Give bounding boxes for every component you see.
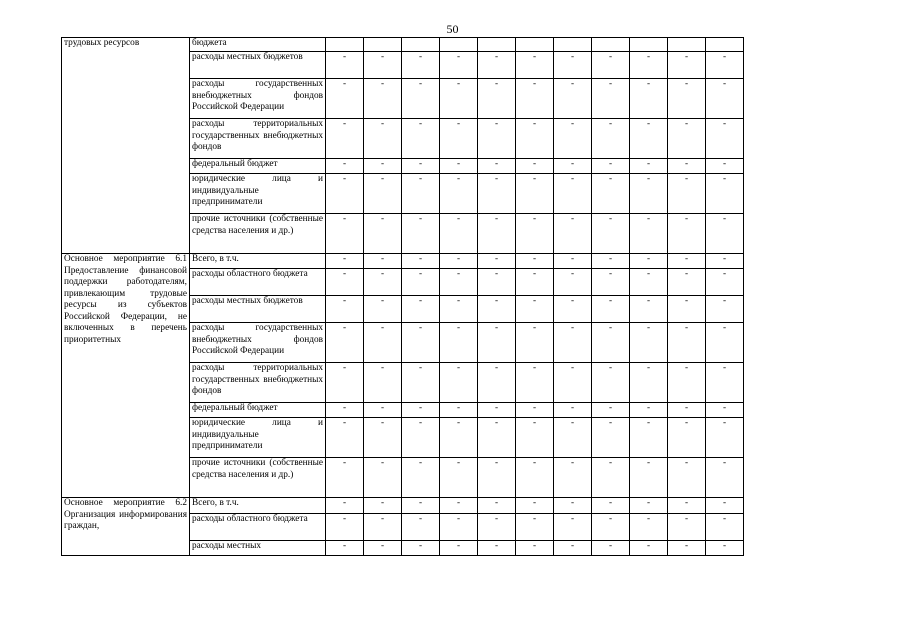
value-cell: -: [364, 269, 402, 296]
funding-source-cell: бюджета: [190, 38, 326, 52]
value-cell: -: [440, 363, 478, 403]
value-cell: -: [706, 323, 744, 363]
value-cell: -: [402, 52, 440, 79]
value-cell: -: [668, 458, 706, 498]
activity-description-cell: трудовых ресурсов: [62, 38, 190, 254]
value-cell: -: [364, 119, 402, 159]
value-cell: -: [592, 498, 630, 514]
value-cell: -: [402, 323, 440, 363]
value-cell: -: [706, 458, 744, 498]
value-cell: -: [402, 296, 440, 323]
value-cell: -: [554, 52, 592, 79]
value-cell: -: [554, 254, 592, 269]
value-cell: -: [326, 269, 364, 296]
value-cell: -: [630, 174, 668, 214]
value-cell: -: [706, 159, 744, 174]
value-cell: -: [402, 79, 440, 119]
value-cell: -: [478, 541, 516, 556]
value-cell: -: [440, 214, 478, 254]
value-cell: -: [516, 323, 554, 363]
value-cell: -: [668, 119, 706, 159]
value-cell: -: [630, 541, 668, 556]
value-cell: -: [478, 214, 516, 254]
value-cell: -: [478, 418, 516, 458]
value-cell: -: [554, 159, 592, 174]
funding-source-cell: прочие источники (собственные средства населения и др.): [190, 458, 326, 498]
value-cell: -: [364, 403, 402, 418]
value-cell: -: [402, 418, 440, 458]
value-cell: -: [592, 418, 630, 458]
value-cell: -: [364, 52, 402, 79]
value-cell: -: [554, 119, 592, 159]
value-cell: -: [592, 254, 630, 269]
value-cell: -: [326, 119, 364, 159]
value-cell: -: [592, 269, 630, 296]
value-cell: -: [326, 159, 364, 174]
value-cell: -: [516, 254, 554, 269]
value-cell: -: [326, 541, 364, 556]
value-cell: -: [516, 458, 554, 498]
value-cell: [630, 38, 668, 52]
value-cell: -: [706, 119, 744, 159]
value-cell: -: [326, 296, 364, 323]
value-cell: -: [706, 254, 744, 269]
value-cell: -: [630, 363, 668, 403]
value-cell: -: [706, 498, 744, 514]
funding-source-cell: расходы местных бюджетов: [190, 52, 326, 79]
value-cell: -: [326, 214, 364, 254]
value-cell: [440, 38, 478, 52]
value-cell: -: [592, 403, 630, 418]
value-cell: -: [668, 254, 706, 269]
funding-source-cell: юридические лица и индивидуальные предприниматели: [190, 174, 326, 214]
value-cell: -: [516, 296, 554, 323]
value-cell: -: [630, 403, 668, 418]
value-cell: -: [630, 79, 668, 119]
value-cell: -: [326, 254, 364, 269]
value-cell: -: [326, 514, 364, 541]
value-cell: -: [326, 403, 364, 418]
value-cell: -: [706, 214, 744, 254]
value-cell: -: [668, 498, 706, 514]
value-cell: -: [326, 458, 364, 498]
table-row: [62, 254, 744, 269]
value-cell: -: [630, 214, 668, 254]
value-cell: -: [478, 498, 516, 514]
value-cell: -: [516, 52, 554, 79]
value-cell: -: [440, 159, 478, 174]
value-cell: -: [554, 323, 592, 363]
value-cell: -: [668, 52, 706, 79]
value-cell: -: [440, 498, 478, 514]
value-cell: -: [516, 159, 554, 174]
value-cell: -: [516, 363, 554, 403]
value-cell: -: [440, 119, 478, 159]
value-cell: -: [516, 403, 554, 418]
value-cell: -: [440, 323, 478, 363]
value-cell: -: [402, 174, 440, 214]
value-cell: -: [326, 363, 364, 403]
value-cell: -: [592, 363, 630, 403]
funding-source-cell: расходы государственных внебюджетных фондов Российской Федерации: [190, 323, 326, 363]
value-cell: [402, 38, 440, 52]
value-cell: -: [478, 296, 516, 323]
value-cell: -: [440, 418, 478, 458]
value-cell: -: [706, 79, 744, 119]
funding-source-cell: расходы местных бюджетов: [190, 296, 326, 323]
value-cell: -: [440, 52, 478, 79]
value-cell: -: [592, 541, 630, 556]
value-cell: -: [402, 403, 440, 418]
value-cell: -: [440, 269, 478, 296]
value-cell: [706, 38, 744, 52]
value-cell: -: [440, 514, 478, 541]
value-cell: -: [668, 418, 706, 458]
value-cell: -: [440, 174, 478, 214]
value-cell: -: [630, 498, 668, 514]
value-cell: -: [326, 79, 364, 119]
value-cell: -: [668, 79, 706, 119]
value-cell: -: [554, 214, 592, 254]
value-cell: -: [516, 119, 554, 159]
value-cell: -: [554, 296, 592, 323]
activity-description-cell: Основное мероприятие 6.2 Организация информирования граждан,: [62, 498, 190, 556]
budget-table: [61, 37, 744, 556]
value-cell: -: [440, 403, 478, 418]
value-cell: [592, 38, 630, 52]
value-cell: -: [554, 174, 592, 214]
page-number: 50: [446, 22, 459, 36]
value-cell: -: [516, 79, 554, 119]
value-cell: -: [554, 514, 592, 541]
value-cell: -: [478, 323, 516, 363]
value-cell: -: [516, 214, 554, 254]
activity-description-cell: Основное мероприятие 6.1 Предоставление финансовой поддержки работодателям, привлекающим трудовые ресурсы из субъектов Российской Федерации, не включенных в перечень приоритетных: [62, 254, 190, 498]
value-cell: -: [668, 296, 706, 323]
funding-source-cell: расходы территориальных государственных внебюджетных фондов: [190, 119, 326, 159]
value-cell: -: [478, 403, 516, 418]
value-cell: -: [630, 254, 668, 269]
value-cell: -: [592, 159, 630, 174]
value-cell: -: [402, 159, 440, 174]
funding-source-cell: расходы государственных внебюджетных фондов Российской Федерации: [190, 79, 326, 119]
value-cell: -: [668, 269, 706, 296]
value-cell: -: [402, 498, 440, 514]
value-cell: -: [364, 514, 402, 541]
value-cell: -: [402, 363, 440, 403]
value-cell: -: [668, 363, 706, 403]
funding-source-cell: расходы территориальных государственных внебюджетных фондов: [190, 363, 326, 403]
value-cell: -: [706, 514, 744, 541]
value-cell: -: [668, 323, 706, 363]
value-cell: -: [326, 52, 364, 79]
value-cell: -: [402, 254, 440, 269]
value-cell: -: [630, 159, 668, 174]
value-cell: -: [402, 458, 440, 498]
value-cell: -: [364, 323, 402, 363]
value-cell: -: [668, 174, 706, 214]
value-cell: -: [364, 214, 402, 254]
value-cell: [668, 38, 706, 52]
value-cell: -: [592, 458, 630, 498]
value-cell: -: [478, 363, 516, 403]
value-cell: -: [364, 458, 402, 498]
value-cell: -: [630, 296, 668, 323]
value-cell: [516, 38, 554, 52]
value-cell: -: [516, 418, 554, 458]
value-cell: -: [516, 498, 554, 514]
value-cell: -: [554, 269, 592, 296]
value-cell: -: [706, 403, 744, 418]
value-cell: [364, 38, 402, 52]
value-cell: -: [402, 541, 440, 556]
funding-source-cell: прочие источники (собственные средства населения и др.): [190, 214, 326, 254]
value-cell: -: [592, 214, 630, 254]
value-cell: -: [630, 418, 668, 458]
value-cell: -: [326, 323, 364, 363]
value-cell: -: [630, 119, 668, 159]
value-cell: -: [326, 174, 364, 214]
value-cell: -: [478, 52, 516, 79]
value-cell: -: [364, 174, 402, 214]
value-cell: -: [364, 296, 402, 323]
value-cell: -: [668, 514, 706, 541]
value-cell: -: [402, 514, 440, 541]
value-cell: -: [668, 214, 706, 254]
value-cell: -: [554, 418, 592, 458]
value-cell: -: [554, 403, 592, 418]
table-row: [62, 38, 744, 52]
value-cell: -: [326, 498, 364, 514]
value-cell: -: [592, 79, 630, 119]
value-cell: -: [554, 541, 592, 556]
value-cell: -: [516, 541, 554, 556]
value-cell: -: [706, 363, 744, 403]
funding-source-cell: юридические лица и индивидуальные предприниматели: [190, 418, 326, 458]
value-cell: -: [554, 363, 592, 403]
value-cell: -: [440, 254, 478, 269]
value-cell: [326, 38, 364, 52]
value-cell: -: [478, 174, 516, 214]
value-cell: -: [668, 403, 706, 418]
value-cell: -: [668, 159, 706, 174]
value-cell: -: [364, 254, 402, 269]
value-cell: -: [630, 269, 668, 296]
table-body: [62, 38, 744, 556]
value-cell: [478, 38, 516, 52]
value-cell: -: [592, 296, 630, 323]
value-cell: -: [706, 541, 744, 556]
value-cell: -: [592, 174, 630, 214]
value-cell: -: [516, 514, 554, 541]
funding-source-cell: расходы областного бюджета: [190, 514, 326, 541]
value-cell: -: [440, 458, 478, 498]
value-cell: -: [478, 79, 516, 119]
value-cell: -: [516, 174, 554, 214]
value-cell: -: [364, 541, 402, 556]
value-cell: -: [554, 79, 592, 119]
value-cell: [554, 38, 592, 52]
value-cell: -: [592, 52, 630, 79]
value-cell: -: [364, 363, 402, 403]
value-cell: -: [706, 52, 744, 79]
value-cell: -: [402, 119, 440, 159]
value-cell: -: [478, 254, 516, 269]
value-cell: -: [440, 541, 478, 556]
value-cell: -: [630, 458, 668, 498]
value-cell: -: [706, 174, 744, 214]
value-cell: -: [364, 418, 402, 458]
value-cell: -: [326, 418, 364, 458]
funding-source-cell: Всего, в т.ч.: [190, 254, 326, 269]
value-cell: -: [516, 269, 554, 296]
value-cell: -: [668, 541, 706, 556]
funding-source-cell: федеральный бюджет: [190, 159, 326, 174]
value-cell: -: [706, 269, 744, 296]
value-cell: -: [402, 269, 440, 296]
value-cell: -: [706, 296, 744, 323]
value-cell: -: [630, 514, 668, 541]
value-cell: -: [478, 458, 516, 498]
value-cell: -: [364, 79, 402, 119]
value-cell: -: [592, 119, 630, 159]
value-cell: -: [364, 498, 402, 514]
funding-source-cell: федеральный бюджет: [190, 403, 326, 418]
value-cell: -: [478, 119, 516, 159]
funding-source-cell: расходы местных: [190, 541, 326, 556]
funding-source-cell: Всего, в т.ч.: [190, 498, 326, 514]
value-cell: -: [440, 296, 478, 323]
value-cell: -: [630, 323, 668, 363]
value-cell: -: [592, 323, 630, 363]
funding-source-cell: расходы областного бюджета: [190, 269, 326, 296]
value-cell: -: [478, 514, 516, 541]
value-cell: -: [630, 52, 668, 79]
table-row: [62, 498, 744, 514]
value-cell: -: [592, 514, 630, 541]
value-cell: -: [478, 269, 516, 296]
value-cell: -: [440, 79, 478, 119]
value-cell: -: [554, 458, 592, 498]
value-cell: -: [706, 418, 744, 458]
value-cell: -: [554, 498, 592, 514]
value-cell: -: [364, 159, 402, 174]
value-cell: -: [478, 159, 516, 174]
value-cell: -: [402, 214, 440, 254]
